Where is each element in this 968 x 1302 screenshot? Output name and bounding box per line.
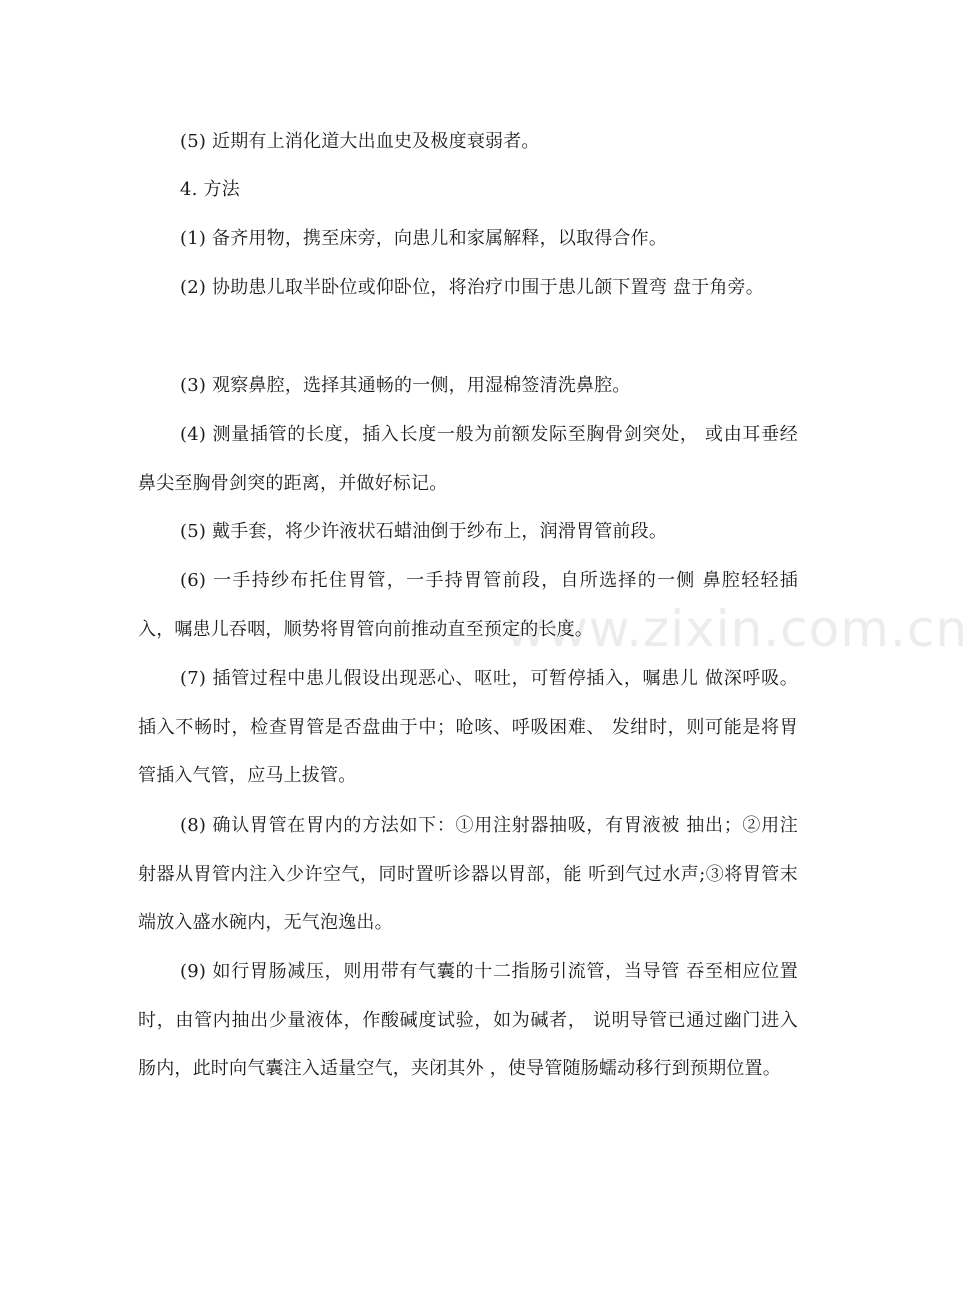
paragraph-step-5: (5) 戴手套，将少许液状石蜡油倒于纱布上，润滑胃管前段。 (180, 521, 668, 542)
paragraph-contraindication-5: (5) 近期有上消化道大出血史及极度衰弱者。 (180, 131, 540, 152)
watermark: www.zixin.com.cn (505, 600, 968, 658)
paragraph-step-2: (2) 协助患儿取半卧位或仰卧位，将治疗巾围于患儿颌下置弯 盘于角旁。 (180, 277, 764, 298)
paragraph-step-8: (8) 确认胃管在胃内的方法如下：①用注射器抽吸，有胃液被 抽出；②用注射器从胃管内注入少许空气，同时置听诊器以胃部，能 听到气过水声;③将胃管末端放入盛水碗内，无气泡逸出。 (138, 815, 798, 933)
paragraph-step-7: (7) 插管过程中患儿假设出现恶心、呕吐，可暂停插入，嘱患儿 做深呼吸。插入不畅时，检查胃管是否盘曲于中；呛咳、呼吸困难、 发绀时，则可能是将胃管插入气管，应马上拔管。 (138, 668, 798, 786)
paragraph-step-4: (4) 测量插管的长度，插入长度一般为前额发际至胸骨剑突处， 或由耳垂经鼻尖至胸骨剑突的距离，并做好标记。 (138, 424, 798, 494)
paragraph-step-9: (9) 如行胃肠减压，则用带有气囊的十二指肠引流管，当导管 吞至相应位置时，由管内抽出少量液体，作酸碱度试验，如为碱者， 说明导管已通过幽门进入肠内，此时向气囊注入适量空气，夹闭其外 ，使导管随肠蠕动移行到预期位置。 (138, 961, 798, 1079)
paragraph-step-6: (6) 一手持纱布托住胃管，一手持胃管前段，自所选择的一侧 鼻腔轻轻插入，嘱患儿吞咽，顺势将胃管向前推动直至预定的长度。 (138, 570, 798, 640)
section-heading-method: 4. 方法 (180, 179, 240, 200)
paragraph-step-3: (3) 观察鼻腔，选择其通畅的一侧，用湿棉签清洗鼻腔。 (180, 375, 631, 396)
paragraph-step-1: (1) 备齐用物，携至床旁，向患儿和家属解释，以取得合作。 (180, 228, 668, 249)
